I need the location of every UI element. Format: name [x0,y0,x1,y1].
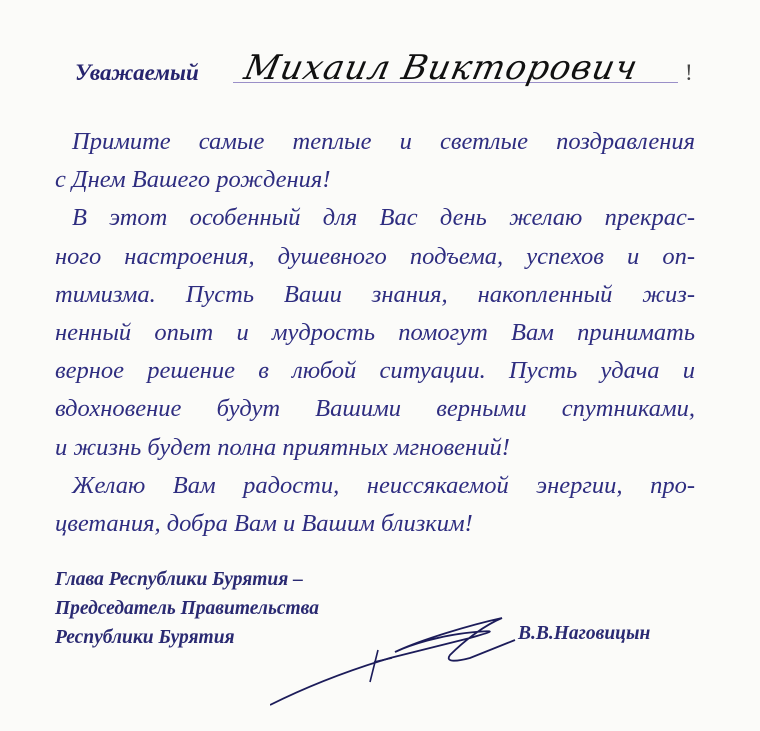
exclamation: ! [685,60,693,85]
handwritten-signature [270,610,520,710]
signer-name: В.В.Наговицын [518,623,651,644]
body-line: вдохновение будут Вашими верными спутниками, [55,395,695,423]
body-line: цветания, добра Вам и Вашим близким! [55,509,473,537]
body-line: ного настроения, душевного подъема, успехов и оп- [55,242,695,270]
handwritten-name: Михаил Викторович [240,48,642,88]
body-line: Желаю Вам радости, неиссякаемой энергии, про- [72,471,695,499]
title-line: Председатель Правительства [55,598,320,619]
letter-body [55,123,695,543]
salutation: Уважаемый [75,60,199,85]
body-line: и жизнь будет полна приятных мгновений! [55,433,510,461]
title-line: Республики Бурятия [55,627,235,648]
body-line: Примите самые теплые и светлые поздравления [72,128,695,155]
body-line: тимизма. Пусть Ваши знания, накопленный жиз- [55,280,695,308]
title-line: Глава Республики Бурятия – [55,569,303,590]
body-line: с Днем Вашего рождения! [55,166,331,194]
body-line: верное решение в любой ситуации. Пусть удача и [55,357,695,385]
salutation-line [75,48,715,92]
body-line: В этот особенный для Вас день желаю прекрас- [72,204,695,232]
body-line: ненный опыт и мудрость помогут Вам принимать [55,318,695,346]
